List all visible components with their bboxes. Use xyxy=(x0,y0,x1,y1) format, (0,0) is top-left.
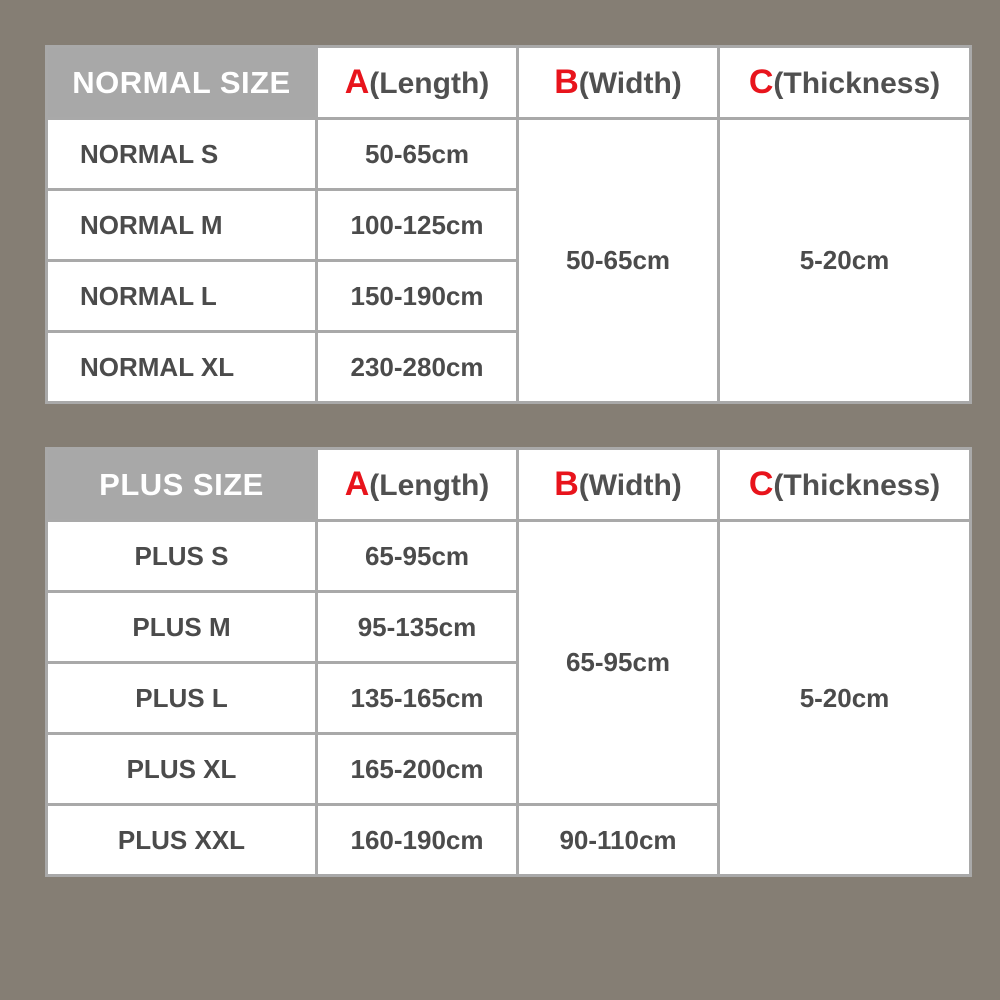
plus-size-title: PLUS SIZE xyxy=(47,449,317,521)
plus-size-table xyxy=(45,447,972,877)
length-label: (Length) xyxy=(369,469,490,502)
length-value: 65-95cm xyxy=(317,521,518,592)
length-letter: A xyxy=(344,63,370,101)
length-value: 50-65cm xyxy=(317,119,518,190)
thickness-value: 5-20cm xyxy=(719,119,971,403)
size-label: PLUS M xyxy=(47,592,317,663)
length-value: 165-200cm xyxy=(317,734,518,805)
size-label: NORMAL L xyxy=(47,261,317,332)
table-row xyxy=(47,119,971,190)
thickness-value: 5-20cm xyxy=(719,521,971,876)
size-label: PLUS XXL xyxy=(47,805,317,876)
thickness-label: (Thickness) xyxy=(773,67,941,100)
normal-size-title: NORMAL SIZE xyxy=(47,47,317,119)
size-label: NORMAL XL xyxy=(47,332,317,403)
size-label: NORMAL S xyxy=(47,119,317,190)
length-label: (Length) xyxy=(369,67,490,100)
width-value: 50-65cm xyxy=(518,119,719,403)
length-letter: A xyxy=(344,465,370,503)
thickness-letter: C xyxy=(748,63,774,101)
width-label: (Width) xyxy=(578,67,682,100)
length-value: 160-190cm xyxy=(317,805,518,876)
normal-header-row xyxy=(47,47,971,119)
xxl-width-value: 90-110cm xyxy=(518,805,719,876)
width-column-header xyxy=(518,47,719,119)
length-value: 230-280cm xyxy=(317,332,518,403)
table-row xyxy=(47,521,971,592)
size-label: PLUS L xyxy=(47,663,317,734)
length-value: 100-125cm xyxy=(317,190,518,261)
width-letter: B xyxy=(554,465,579,503)
size-label: PLUS XL xyxy=(47,734,317,805)
normal-size-table xyxy=(45,45,972,404)
length-value: 95-135cm xyxy=(317,592,518,663)
width-label: (Width) xyxy=(578,469,682,502)
thickness-letter: C xyxy=(748,465,774,503)
width-value: 65-95cm xyxy=(518,521,719,805)
length-value: 150-190cm xyxy=(317,261,518,332)
thickness-column-header xyxy=(719,449,971,521)
plus-header-row xyxy=(47,449,971,521)
length-column-header xyxy=(317,449,518,521)
size-label: PLUS S xyxy=(47,521,317,592)
width-column-header xyxy=(518,449,719,521)
length-column-header xyxy=(317,47,518,119)
size-label: NORMAL M xyxy=(47,190,317,261)
thickness-column-header xyxy=(719,47,971,119)
thickness-label: (Thickness) xyxy=(773,469,941,502)
width-letter: B xyxy=(554,63,579,101)
length-value: 135-165cm xyxy=(317,663,518,734)
